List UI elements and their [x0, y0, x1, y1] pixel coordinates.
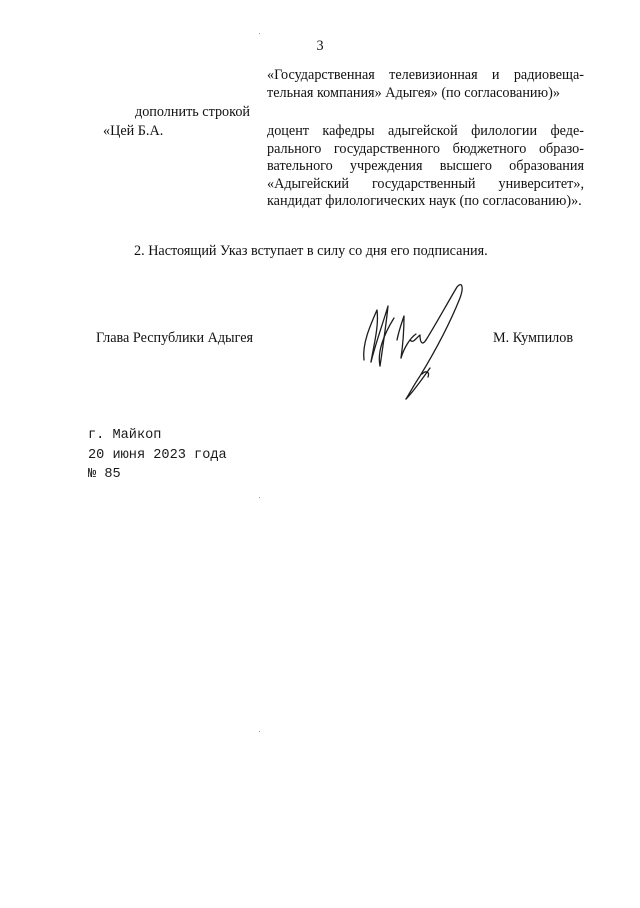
scan-speck — [259, 497, 260, 498]
footer-number: № 85 — [88, 467, 121, 482]
footer-city: г. Майкоп — [88, 428, 162, 443]
footer-block — [88, 426, 227, 485]
scan-speck — [259, 731, 260, 732]
clause-text: 2. Настоящий Указ вступает в силу со дня его подписания. — [134, 243, 488, 259]
signer-position: Глава Республики Адыгея — [96, 330, 254, 346]
page-number: 3 — [316, 38, 324, 54]
scan-speck — [259, 33, 260, 34]
action-label: дополнить строкой — [135, 104, 251, 120]
signer-name: М. Кумпилов — [493, 330, 574, 346]
person-name: «Цей Б.А. — [103, 123, 164, 139]
person-description: доцент кафедры адыгейской филологии федерального государственного бюджетного образовательного учреждения высшего образования «Адыгейский государственный университет», кандидат филологических наук (по согласованию)». — [267, 123, 584, 210]
handwritten-signature — [350, 278, 475, 403]
entry-continuation-text: «Государственная телевизионная и радиовещательная компания» Адыгея» (по согласованию)» — [267, 67, 584, 101]
footer-date: 20 июня 2023 года — [88, 447, 227, 463]
